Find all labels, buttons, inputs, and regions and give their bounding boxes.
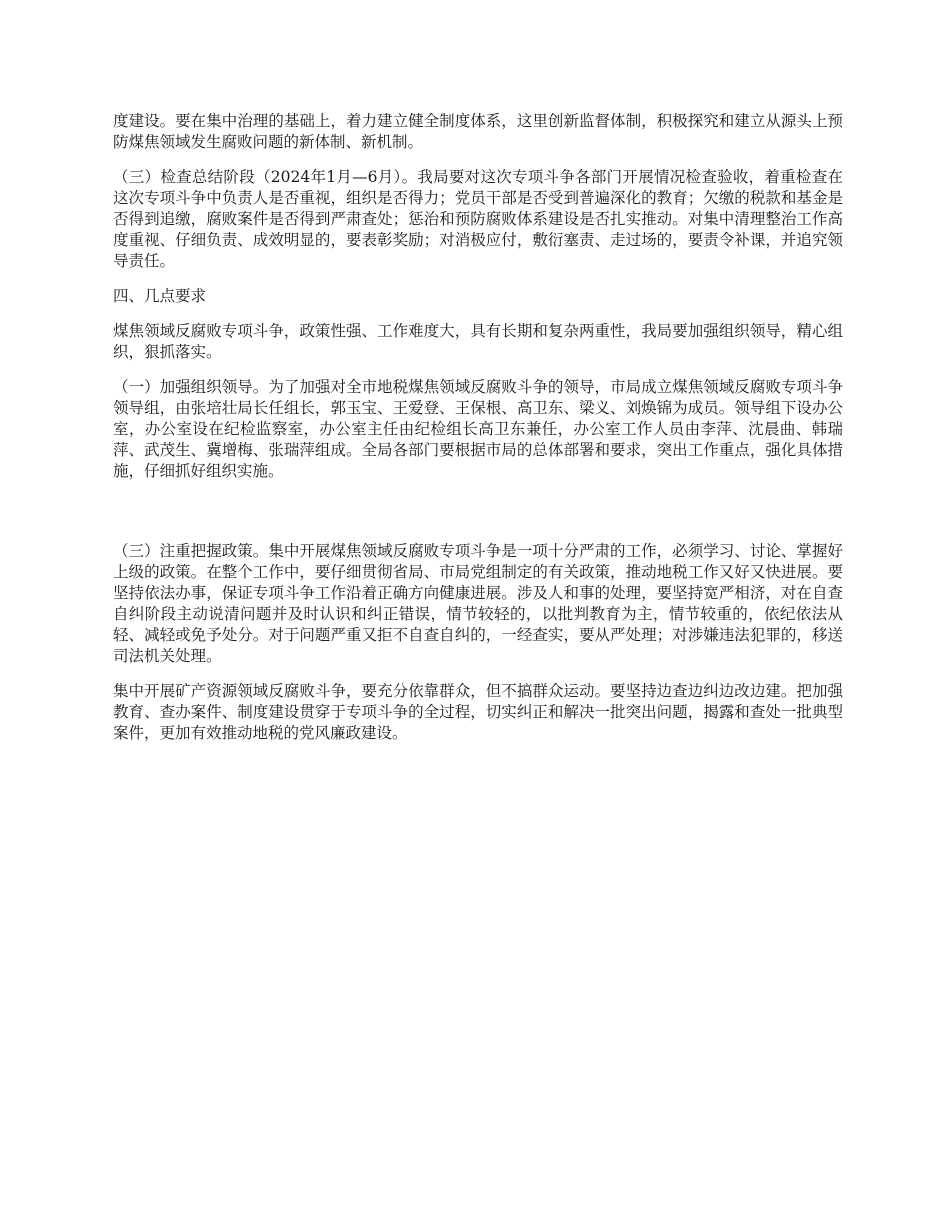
blank-gap	[113, 496, 843, 541]
paragraph-system-building: 度建设。要在集中治理的基础上，着力建立健全制度体系，这里创新监督体制，积极探究和建立从源头上预防煤焦领域发生腐败问题的新体制、新机制。	[113, 112, 843, 151]
paragraph-organizational-leadership: （一）加强组织领导。为了加强对全市地税煤焦领域反腐败斗争的领导，市局成立煤焦领域反腐败专项斗争领导组，由张培壮局长任组长，郭玉宝、王爱登、王保根、高卫东、梁义、刘焕锦为成员。领导组下设办公室，办公室设在纪检监察室，办公室主任由纪检组长高卫东兼任，办公室工作人员由李萍、沈晨曲、韩瑞萍、武茂生、冀增梅、张瑞萍组成。全局各部门要根据市局的总体部署和要求，突出工作重点，强化具体措施，仔细抓好组织实施。	[113, 378, 843, 480]
paragraph-requirements-intro: 煤焦领域反腐败专项斗争，政策性强、工作难度大，具有长期和复杂两重性，我局要加强组织领导，精心组织，狠抓落实。	[113, 322, 843, 361]
paragraph-policy-grasp: （三）注重把握政策。集中开展煤焦领域反腐败专项斗争是一项十分严肃的工作，必须学习、讨论、掌握好上级的政策。在整个工作中，要仔细贯彻省局、市局党组制定的有关政策，推动地税工作又好又快进展。要坚持依法办事，保证专项斗争工作沿着正确方向健康进展。涉及人和事的处理，要坚持宽严相济，对在自查自纠阶段主动说清问题并及时认识和纠正错误，情节较轻的，以批判教育为主，情节较重的，依纪依法从轻、减轻或免予处分。对于问题严重又拒不自查自纠的，一经查实，要从严处理；对涉嫌违法犯罪的，移送司法机关处理。	[113, 542, 843, 665]
section-heading-requirements: 四、几点要求	[113, 287, 207, 305]
paragraph-inspection-stage: （三）检查总结阶段（2024年1月—6月）。我局要对这次专项斗争各部门开展情况检查验收，着重检查在这次专项斗争中负责人是否重视，组织是否得力；党员干部是否受到普遍深化的教育；欠缴的税款和基金是否得到追缴，腐败案件是否得到严肃查处；惩治和预防腐败体系建设是否扎实推动。对集中清理整治工作高度重视、仔细负责、成效明显的，要表彰奖励；对消极应付，敷衍塞责、走过场的，要责令补课，并追究领导责任。	[113, 168, 843, 270]
paragraph-mass-reliance: 集中开展矿产资源领域反腐败斗争，要充分依靠群众，但不搞群众运动。要坚持边查边纠边改边建。把加强教育、查办案件、制度建设贯穿于专项斗争的全过程，切实纠正和解决一批突出问题，揭露和查处一批典型案件，更加有效推动地税的党风廉政建设。	[113, 682, 843, 742]
document-body	[113, 111, 843, 758]
